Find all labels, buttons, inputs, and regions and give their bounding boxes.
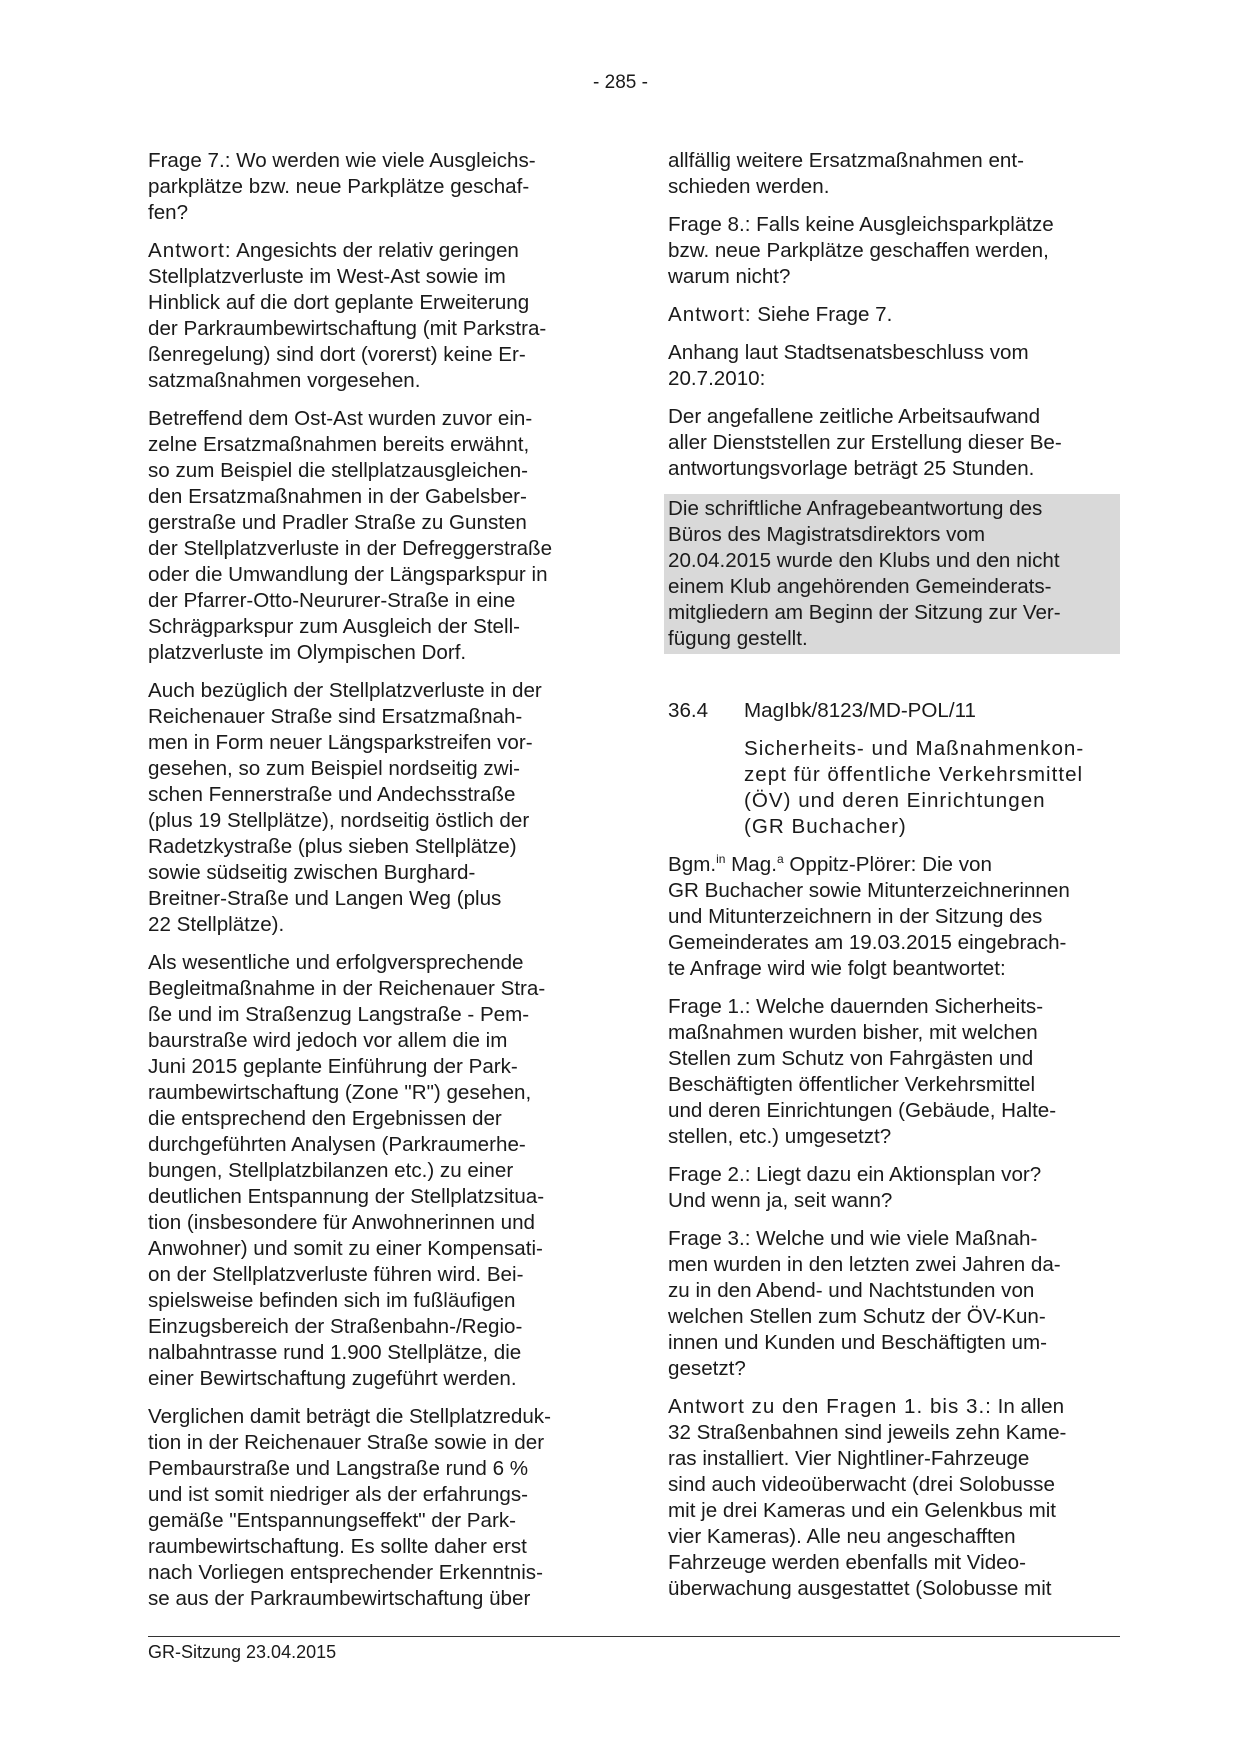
page-number: - 285 - — [593, 72, 648, 93]
left-column — [148, 148, 613, 1624]
paragraph-answer-1-3 — [668, 1394, 1120, 1602]
paragraph-question-8: Frage 8.: Falls keine Ausgleichsparkplätze bzw. neue Parkplätze geschaffen werden, warum nicht? — [668, 213, 1054, 288]
right-column — [668, 148, 1120, 1614]
paragraph-question-2: Frage 2.: Liegt dazu ein Aktionsplan vor? Und wenn ja, seit wann? — [668, 1163, 1042, 1212]
agenda-item-subject: Sicherheits- und Maßnahmenkon- zept für öffentliche Verkehrsmittel (ÖV) und deren Einrichtungen (GR Buchacher) — [744, 737, 1085, 838]
paragraph-question-1: Frage 1.: Welche dauernden Sicherheits- maßnahmen wurden bisher, mit welchen Stellen zum Schutz von Fahrgästen und Beschäftigten öffentlicher Verkehrsmittel und deren Einrichtungen (Gebäude, Halte- stellen, etc.) umgesetzt? — [668, 995, 1057, 1148]
answer-label: Antwort: — [668, 303, 752, 326]
title-mag-suffix: a — [776, 852, 784, 867]
paragraph-question-7: Frage 7.: Wo werden wie viele Ausgleichs- parkplätze bzw. neue Parkplätze geschaf- fen? — [148, 149, 536, 224]
footer-divider — [148, 1636, 1120, 1637]
paragraph-reichenauer: Auch bezüglich der Stellplatzverluste in der Reichenauer Straße sind Ersatzmaßnah- men in Form neuer Längsparkstreifen vor- gesehen, so zum Beispiel nordseitig zwi- schen Fennerstraße und Andechsstraße (plus 19 Stellplätze), nordseitig östlich der Radetzkystraße (plus sieben Stellplätze) sowie südseitig zwischen Burghard- Breitner-Straße und Langen Weg (plus 22 Stellplätze). — [148, 679, 542, 936]
title-bgm-suffix: in — [716, 852, 726, 867]
title-bgm: Bgm. — [668, 853, 717, 876]
paragraph-question-3: Frage 3.: Welche und wie viele Maßnah- men wurden in den letzten zwei Jahren da- zu in den Abend- und Nachtstunden von welchen Stellen zum Schutz der ÖV-Kun- innen und Kunden und Beschäftigten um- gesetzt? — [668, 1227, 1061, 1380]
answer-label: Antwort zu den Fragen 1. bis 3.: — [668, 1395, 992, 1418]
paragraph-answer-8 — [668, 302, 1120, 328]
answer-text: Angesichts der relativ geringen Stellplatzverluste im West-Ast sowie im Hinblick auf die dort geplante Erweiterung der Parkraumbewirtschaftung (mit Parkstra- ßenregelung) sind dort (vorerst) keine Er- satzmaßnahmen vorgesehen. — [148, 239, 547, 392]
paragraph-mayor-intro — [668, 852, 1120, 982]
answer-text: In allen 32 Straßenbahnen sind jeweils zehn Kame- ras installiert. Vier Nightliner-Fahrzeuge sind auch videoüberwacht (drei Solobusse mit je drei Kameras und ein Gelenkbus mit vier Kameras). Alle neu angeschafften Fahrzeuge werden ebenfalls mit Video- überwachung ausgestattet (Solobusse mit — [668, 1395, 1067, 1600]
agenda-item-reference: MagIbk/8123/MD-POL/11 — [744, 699, 976, 722]
agenda-item-number: 36.4 — [668, 699, 709, 722]
mayor-intro-text: Oppitz-Plörer: Die von GR Buchacher sowie Mitunterzeichnerinnen und Mitunterzeichnern in der Sitzung des Gemeinderates am 19.03.2015 eingebrach- te Anfrage wird wie folgt beantwortet: — [668, 853, 1070, 980]
paragraph-appendix: Anhang laut Stadtsenatsbeschluss vom 20.7.2010: — [668, 341, 1029, 390]
shaded-note: Die schriftliche Anfragebeantwortung des Büros des Magistratsdirektors vom 20.04.2015 wurde den Klubs und den nicht einem Klub angehörenden Gemeinderats- mitgliedern am Beginn der Sitzung zur Ver- fügung gestellt. — [664, 494, 1120, 654]
answer-label: Antwort: — [148, 239, 232, 262]
footer-session-date: GR-Sitzung 23.04.2015 — [148, 1642, 337, 1662]
paragraph-workload: Der angefallene zeitliche Arbeitsaufwand aller Dienststellen zur Erstellung dieser Be- antwortungsvorlage beträgt 25 Stunden. — [668, 405, 1062, 480]
paragraph-begleitmassnahme: Als wesentliche und erfolgversprechende Begleitmaßnahme in der Reichenauer Stra- ße und im Straßenzug Langstraße - Pem- baurstraße wird jedoch vor allem die im Juni 2015 geplante Einführung der Park- raumbewirtschaftung (Zone "R") gesehen, die entsprechend den Ergebnissen der durchgeführten Analysen (Parkraumerhe- bungen, Stellplatzbilanzen etc.) zu einer deutlichen Entspannung der Stellplatzsitua- tion (insbesondere für Anwohnerinnen und Anwohner) und somit zu einer Kompensati- on der Stellplatzverluste führen wird. Bei- spielsweise befinden sich im fußläufigen Einzugsbereich der Straßenbahn-/Regio- nalbahntrasse rund 1.900 Stellplätze, die einer Bewirtschaftung zugeführt werden. — [148, 951, 546, 1390]
paragraph-ost-ast: Betreffend dem Ost-Ast wurden zuvor ein- zelne Ersatzmaßnahmen bereits erwähnt, so zum Beispiel die stellplatzausgleichen- den Ersatzmaßnahmen in der Gabelsber- gerstraße und Pradler Straße zu Gunsten der Stellplatzverluste in der Defreggerstraße oder die Umwandlung der Längsparkspur in der Pfarrer-Otto-Neururer-Straße in eine Schrägparkspur zum Ausgleich der Stell- platzverluste im Olympischen Dorf. — [148, 407, 553, 664]
title-mag: Mag. — [725, 853, 777, 876]
answer-text: Siehe Frage 7. — [751, 303, 893, 326]
paragraph-continuation: allfällig weitere Ersatzmaßnahmen ent- schieden werden. — [668, 149, 1024, 198]
agenda-item-header — [668, 698, 1120, 724]
paragraph-answer-7 — [148, 238, 613, 394]
paragraph-stellplatzreduktion: Verglichen damit beträgt die Stellplatzreduk- tion in der Reichenauer Straße sowie in der Pembaurstraße und Langstraße rund 6 % und ist somit niedriger als der erfahrungs- gemäße "Entspannungseffekt" der Park- raumbewirtschaftung. Es sollte daher erst nach Vorliegen entsprechender Erkenntnis- se aus der Parkraumbewirtschaftung über — [148, 1405, 551, 1610]
